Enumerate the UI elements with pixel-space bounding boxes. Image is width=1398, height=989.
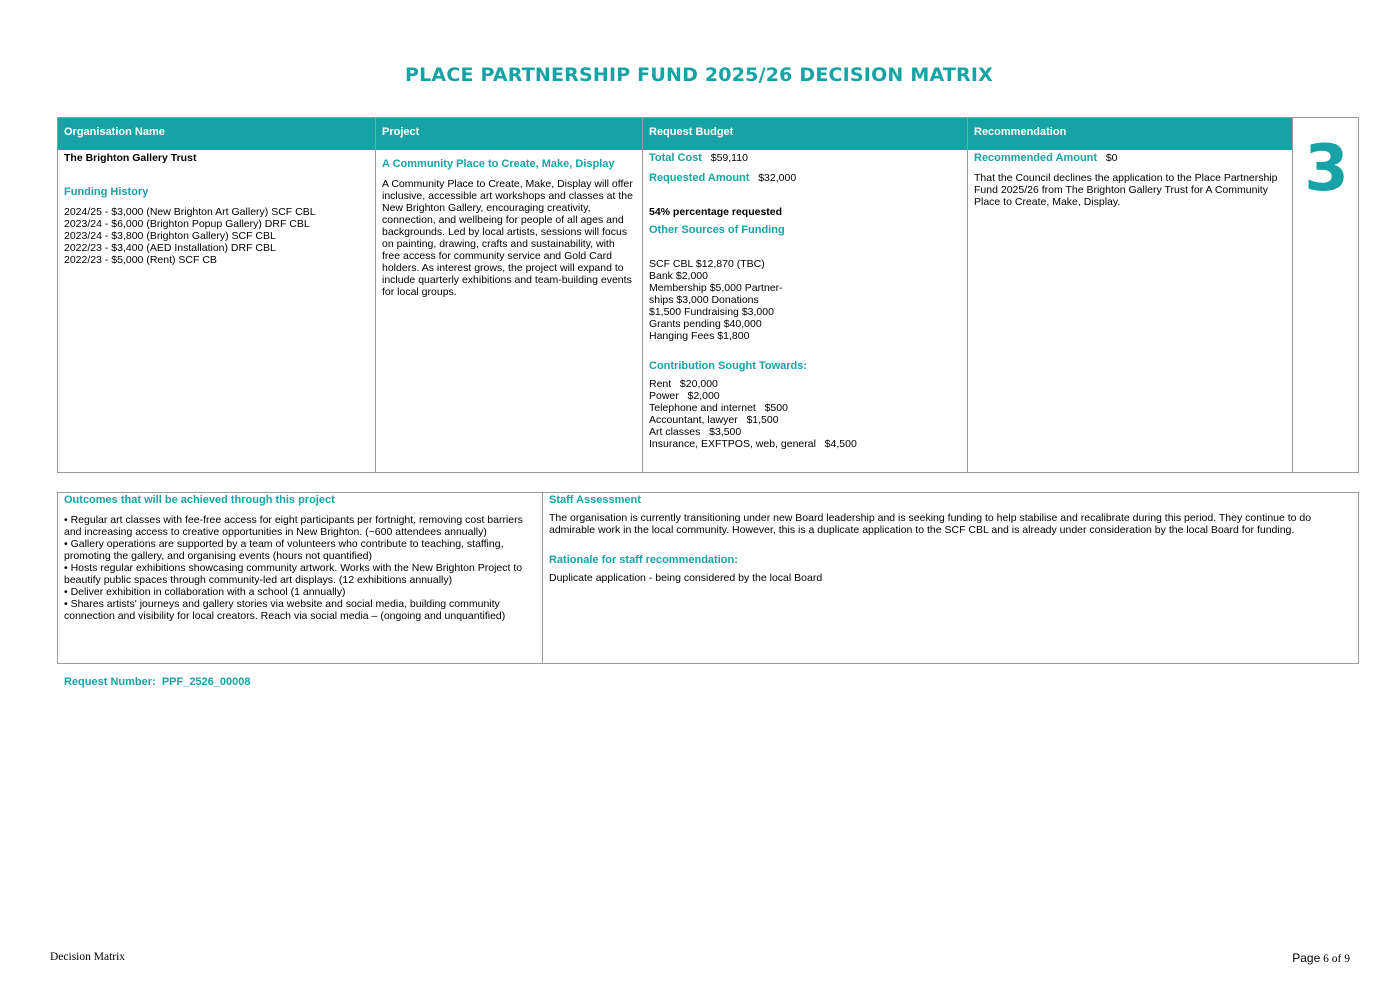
project-description-line: backgrounds. Led by local artists, sessions will focus bbox=[382, 226, 628, 238]
organisation-header: Organisation Name bbox=[58, 118, 375, 150]
contribution-item: Insurance, EXFTPOS, web, general $4,500 bbox=[649, 438, 857, 450]
outcomes-list bbox=[64, 514, 536, 622]
other-source-item: SCF CBL $12,870 (TBC) bbox=[649, 258, 765, 270]
page-total: 9 bbox=[1344, 953, 1350, 965]
contribution-item: Power $2,000 bbox=[649, 390, 720, 402]
budget-header: Request Budget bbox=[643, 118, 967, 150]
recommendation-line: Fund 2025/26 from The Brighton Gallery Trust for A Community bbox=[974, 184, 1268, 196]
outcome-line: connection and visibility for local creators. Reach via social media – (ongoing and unquantified) bbox=[64, 610, 506, 622]
other-source-item: $1,500 Fundraising $3,000 bbox=[649, 306, 774, 318]
budget-column bbox=[643, 118, 968, 472]
outcome-line: • Gallery operations are supported by a team of volunteers who contribute to teaching, staffing, bbox=[64, 538, 504, 550]
funding-history-item: 2022/23 - $3,400 (AED Installation) DRF CBL bbox=[64, 242, 276, 254]
assessment-table bbox=[57, 492, 1359, 664]
staff-assessment-line: admirable work in the local community. However, this is a duplicate application to the SCF CBL and is already under consideration by the local Board for funding. bbox=[549, 524, 1295, 536]
funding-history-list bbox=[64, 206, 369, 266]
contribution-item: Telephone and internet $500 bbox=[649, 402, 788, 414]
organisation-name: The Brighton Gallery Trust bbox=[64, 152, 197, 164]
staff-assessment-cell bbox=[543, 493, 1358, 663]
project-description bbox=[382, 178, 636, 298]
contribution-label: Contribution Sought Towards: bbox=[649, 360, 808, 372]
other-source-item: Grants pending $40,000 bbox=[649, 318, 762, 330]
staff-assessment-line: The organisation is currently transitioning under new Board leadership and is seeking funding to help stabilise and recalibrate during this period. They continue to do bbox=[549, 512, 1312, 524]
application-number: 3 bbox=[1304, 132, 1349, 206]
outcome-line: • Deliver exhibition in collaboration with a school (1 annually) bbox=[64, 586, 346, 598]
project-description-line: New Brighton Gallery, encouraging creativity, bbox=[382, 202, 591, 214]
outcome-line: promoting the gallery, and organising events (hours not quantified) bbox=[64, 550, 372, 562]
outcome-line: • Regular art classes with fee-free access for eight participants per fortnight, removing cost barriers bbox=[64, 514, 523, 526]
recommended-amount-label: Recommended Amount bbox=[974, 152, 1098, 164]
contribution-item: Art classes $3,500 bbox=[649, 426, 742, 438]
footer-document-name: Decision Matrix bbox=[50, 951, 126, 963]
other-source-item: Membership $5,000 Partner- bbox=[649, 282, 783, 294]
total-cost-value: $59,110 bbox=[710, 152, 748, 164]
outcome-line: beautify public spaces through community-led art displays. (12 exhibitions annually) bbox=[64, 574, 453, 586]
contribution-item: Accountant, lawyer $1,500 bbox=[649, 414, 779, 426]
percentage-requested: 54% percentage requested bbox=[649, 206, 783, 218]
project-description-line: on painting, drawing, crafts and sustainability, with bbox=[382, 238, 615, 250]
outcome-line: • Shares artists' journeys and gallery stories via website and social media, building community bbox=[64, 598, 500, 610]
request-number bbox=[64, 676, 251, 688]
outcomes-cell bbox=[58, 493, 543, 663]
request-number-label: Request Number: bbox=[64, 676, 156, 688]
other-source-item: Bank $2,000 bbox=[649, 270, 708, 282]
requested-amount-label: Requested Amount bbox=[649, 172, 750, 184]
recommendation-text bbox=[974, 172, 1286, 208]
funding-history-item: 2022/23 - $5,000 (Rent) SCF CB bbox=[64, 254, 217, 266]
outcome-line: and increasing access to creative opportunities in New Brighton. (~600 attendees annually) bbox=[64, 526, 487, 538]
recommendation-header: Recommendation bbox=[968, 118, 1292, 150]
request-number-value: PPF_2526_00008 bbox=[161, 676, 251, 688]
recommendation-line: That the Council declines the application to the Place Partnership bbox=[974, 172, 1278, 184]
project-description-line: holders. As interest grows, the project will expand to bbox=[382, 262, 624, 274]
decision-matrix-table bbox=[57, 117, 1359, 473]
recommended-amount-value: $0 bbox=[1105, 152, 1118, 164]
outcomes-label: Outcomes that will be achieved through this project bbox=[64, 494, 335, 506]
project-description-line: for local groups. bbox=[382, 286, 457, 298]
outcome-line: • Hosts regular exhibitions showcasing community artwork. Works with the New Brighton Project to bbox=[64, 562, 523, 574]
page-title: PLACE PARTNERSHIP FUND 2025/26 DECISION MATRIX bbox=[404, 64, 993, 86]
rationale-label: Rationale for staff recommendation: bbox=[549, 554, 738, 566]
project-description-line: A Community Place to Create, Make, Display will offer bbox=[382, 178, 633, 190]
project-description-line: inclusive, accessible art workshops and classes at the bbox=[382, 190, 633, 202]
project-header: Project bbox=[376, 118, 642, 150]
recommendation-column bbox=[968, 118, 1293, 472]
footer-page-number bbox=[1292, 951, 1350, 965]
requested-amount-value: $32,000 bbox=[758, 172, 797, 184]
recommendation-line: Place to Create, Make, Display. bbox=[974, 196, 1121, 208]
funding-history-item: 2023/24 - $6,000 (Brighton Popup Gallery) DRF CBL bbox=[64, 218, 310, 230]
project-title: A Community Place to Create, Make, Display bbox=[382, 158, 615, 170]
project-description-line: include quarterly exhibitions and team-building events bbox=[382, 274, 632, 286]
page-of: of bbox=[1331, 953, 1342, 965]
funding-history-item: 2024/25 - $3,000 (New Brighton Art Gallery) SCF CBL bbox=[64, 206, 316, 218]
other-source-item: Hanging Fees $1,800 bbox=[649, 330, 750, 342]
staff-assessment-label: Staff Assessment bbox=[549, 494, 641, 506]
application-number-column bbox=[1293, 118, 1360, 472]
other-source-item: ships $3,000 Donations bbox=[649, 294, 759, 306]
total-cost-label: Total Cost bbox=[649, 152, 702, 164]
project-description-line: free access for community service and Gold Card bbox=[382, 250, 612, 262]
rationale-text: Duplicate application - being considered by the local Board bbox=[549, 572, 823, 584]
page-current: 6 bbox=[1323, 953, 1329, 965]
organisation-column bbox=[58, 118, 376, 472]
contribution-item: Rent $20,000 bbox=[649, 378, 718, 390]
contribution-list bbox=[649, 378, 961, 450]
staff-assessment-text bbox=[549, 512, 1352, 536]
other-sources-label: Other Sources of Funding bbox=[649, 224, 785, 236]
page-word: Page bbox=[1292, 951, 1321, 965]
project-column bbox=[376, 118, 643, 472]
funding-history-label: Funding History bbox=[64, 186, 149, 198]
project-description-line: connection, and wellbeing for people of all ages and bbox=[382, 214, 624, 226]
other-sources-list bbox=[649, 258, 961, 342]
funding-history-item: 2023/24 - $3,800 (Brighton Gallery) SCF CBL bbox=[64, 230, 276, 242]
